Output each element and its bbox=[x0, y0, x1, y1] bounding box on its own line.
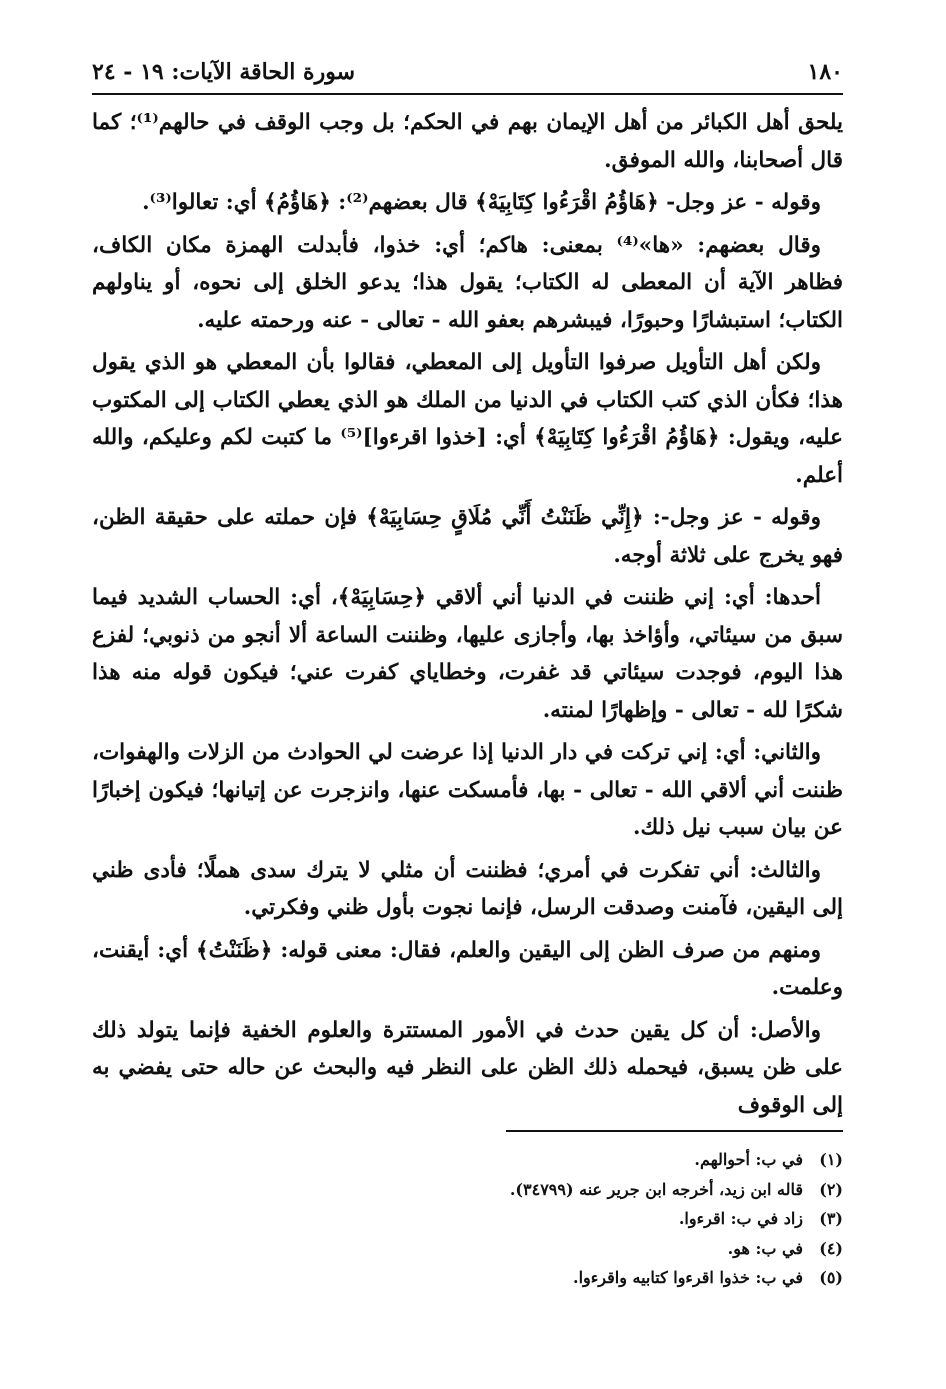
footnote-number: (٥) bbox=[819, 1268, 843, 1287]
paragraph: ولكن أهل التأويل صرفوا التأويل إلى المعطي، فقالوا بأن المعطي هو الذي يقول هذا؛ فكأن الذي كتب الكتاب في الدنيا من الملك هو الذي يعطي الكتاب إلى المكتوب عليه، ويقول: ﴿هَاؤُمُ اقْرَءُوا كِتَابِيَهْ﴾ أي: [خذوا اقرءوا]⁽⁵⁾ ما كتبت لكم وعليكم، والله أعلم. bbox=[92, 350, 843, 488]
running-title: سورة الحاقة الآيات: ١٩ - ٢٤ bbox=[92, 59, 356, 85]
footnote bbox=[92, 1145, 843, 1175]
footnote-text: زاد في ب: اقرءوا. bbox=[678, 1209, 803, 1228]
footnote bbox=[92, 1234, 843, 1264]
footnote bbox=[92, 1175, 843, 1205]
footnote-text: في ب: خذوا اقرءوا كتابيه واقرءوا. bbox=[573, 1268, 803, 1287]
footnote-divider bbox=[506, 1130, 843, 1132]
footnote-number: (١) bbox=[819, 1150, 843, 1169]
header-divider bbox=[92, 93, 843, 95]
footnote-number: (٣) bbox=[819, 1209, 843, 1228]
paragraph: وقال بعضهم: «ها»⁽⁴⁾ بمعنى: هاكم؛ أي: خذوا، فأبدلت الهمزة مكان الكاف، فظاهر الآية أن المعطى له الكتاب؛ يقول هذا؛ يدعو الخلق إلى نحوه، أو يناولهم الكتاب؛ استبشارًا وحبورًا، فيبشرهم بعفو الله - تعالى - عنه ورحمته عليه. bbox=[92, 232, 843, 333]
paragraph: وقوله - عز وجل-: ﴿إِنِّي ظَنَنْتُ أَنِّي مُلَاقٍ حِسَابِيَهْ﴾ فإن حملته على حقيقة الظن، فهو يخرج على ثلاثة أوجه. bbox=[92, 505, 843, 568]
footnote bbox=[92, 1263, 843, 1293]
footnote bbox=[92, 1204, 843, 1234]
footnote-text: في ب: هو. bbox=[727, 1238, 803, 1258]
footnotes bbox=[92, 1145, 843, 1293]
footnote-text: قاله ابن زيد، أخرجه ابن جرير عنه (٣٤٧٩٩). bbox=[509, 1179, 803, 1199]
paragraph: أحدها: أي: إني ظننت في الدنيا أني ألاقي ﴿حِسَابِيَهْ﴾، أي: الحساب الشديد فيما سبق من سيئاتي، وأؤاخذ بها، وأجازى عليها، وظننت الساعة ألا أنجو من ذنوبي؛ لفزع هذا اليوم، فوجدت سيئاتي قد غفرت، وخطاياي كفرت عني؛ فيكون قوله منه هذا شكرًا لله - تعالى - وإظهارًا لمنته. bbox=[92, 585, 843, 723]
page-header bbox=[92, 52, 843, 92]
page-number: ١٨٠ bbox=[807, 59, 843, 85]
paragraph: وقوله - عز وجل- ﴿هَاؤُمُ اقْرَءُوا كِتَابِيَهْ﴾ قال بعضهم⁽²⁾: ﴿هَاؤُمُ﴾ أي: تعالوا⁽³⁾. bbox=[142, 190, 821, 215]
paragraph: ومنهم من صرف الظن إلى اليقين والعلم، فقال: معنى قوله: ﴿ظَنَنْتُ﴾ أي: أيقنت، وعلمت. bbox=[92, 937, 843, 1000]
paragraph: يلحق أهل الكبائر من أهل الإيمان بهم في الحكم؛ بل وجب الوقف في حالهم⁽¹⁾؛ كما قال أصحابنا، والله الموفق. bbox=[92, 110, 843, 173]
paragraph: والثالث: أني تفكرت في أمري؛ فظننت أن مثلي لا يترك سدى هملًا؛ فأدى ظني إلى اليقين، فآمنت وصدقت الرسل، فإنما نجوت بأول ظني وفكرتي. bbox=[92, 857, 843, 920]
paragraph: والثاني: أي: إني تركت في دار الدنيا إذا عرضت لي الحوادث من الزلات والهفوات، ظننت أني ألاقي الله - تعالى - بها، فأمسكت عنها، وانزجرت عن إتيانها؛ فيكون إخبارًا عن بيان سبب نيل ذلك. bbox=[92, 740, 843, 840]
footnote-text: في ب: أحوالهم. bbox=[694, 1150, 803, 1169]
footnote-number: (٢) bbox=[819, 1179, 843, 1199]
paragraph: والأصل: أن كل يقين حدث في الأمور المستترة والعلوم الخفية فإنما يتولد ذلك على ظن يسبق، فيحمله ذلك الظن على النظر فيه والبحث عن حاله حتى يفضي به إلى الوقوف bbox=[92, 1017, 843, 1118]
footnote-number: (٤) bbox=[819, 1238, 843, 1258]
main-text bbox=[92, 104, 843, 1129]
